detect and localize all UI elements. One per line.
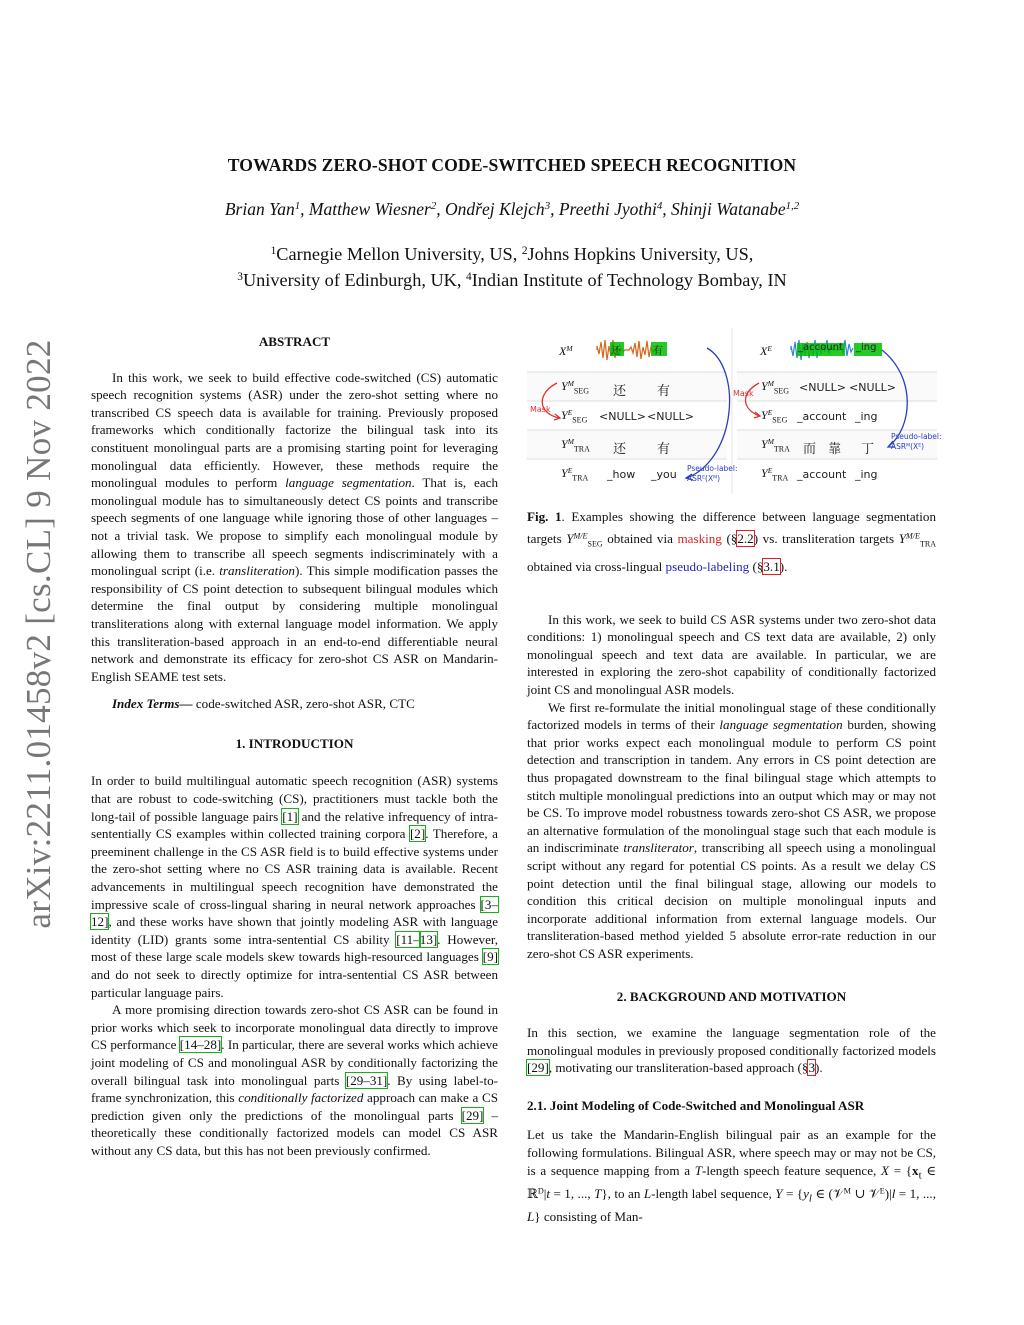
row-cell: <NULL> <box>599 410 646 423</box>
text: ) <box>717 474 721 483</box>
text: – theoretically these conditionally factorized models can model CS ASR without any CS data, but this has not been previously confirmed. <box>91 1107 498 1158</box>
wave-token: _account <box>798 342 843 353</box>
text: (X <box>910 442 919 451</box>
emph: language segmentation <box>285 475 412 491</box>
row-cell: 还 <box>613 384 627 399</box>
sup: E <box>767 343 772 353</box>
text: ) vs. transliteration targets <box>753 531 899 546</box>
section-ref-link[interactable]: 2.2 <box>737 531 754 546</box>
right-paragraph-2 <box>527 699 936 963</box>
row-cell: 还 <box>613 442 627 457</box>
text: -length speech feature sequence, <box>701 1162 882 1178</box>
citation-link[interactable]: 12] <box>91 914 109 930</box>
text: . By using label-to-frame synchronization, this <box>91 1072 498 1106</box>
sub: SEG <box>573 386 590 396</box>
right-paragraph-4: Let us take the Mandarin-English bilingual pair as an example for the following formulations. Bilingual ASR, where speech may or may not be CS, is a sequence mapping from a T-length speech feature sequence, $X = \{x_t$ ∈ ℝ$^D$|t = 1, ..., T}, to an L-length label sequence, $Y = \{y_l$ ∈ (𝒱$^M$ ∪ 𝒱$^E$)|l = 1, ..., L} consisting of Man- <box>527 1127 936 1225</box>
author: Brian Yan <box>224 199 295 219</box>
index-terms <box>91 695 498 713</box>
row-cell: <NULL> <box>799 381 846 394</box>
text: We first re-formulate the initial monolingual stage of these conditionally factorized models in terms of their <box>527 699 936 733</box>
author: Ondřej Klejch <box>445 199 545 219</box>
sup: E <box>767 465 773 475</box>
row-cell: <NULL> <box>647 410 694 423</box>
text: (§ <box>721 531 738 546</box>
paper-title: TOWARDS ZERO-SHOT CODE-SWITCHED SPEECH RECOGNITION <box>227 155 797 175</box>
citation-link[interactable]: [29] <box>461 1107 484 1123</box>
text: Let us take the Mandarin-English bilingual pair as an example for the following formulations. Bilingual ASR, where speech may or may not be CS, is a sequence mapping from a <box>527 1127 936 1178</box>
row-cell: _account <box>797 468 847 481</box>
row-cell: _you <box>651 468 677 481</box>
math-y-tra: $Y^{M/E}_{TRA}$ <box>898 531 936 549</box>
input-xm <box>559 344 573 359</box>
row-cell: 有 <box>657 384 671 399</box>
text: X <box>559 344 567 358</box>
row-label <box>561 437 590 453</box>
text: ). <box>779 558 788 574</box>
text: X <box>760 344 768 358</box>
author: Shinji Watanabe <box>671 199 786 219</box>
abstract-text <box>91 369 498 686</box>
row-cell: _ing <box>855 468 878 481</box>
text: , motivating our transliteration-based approach (§ <box>548 1060 809 1076</box>
sup: E <box>567 465 573 475</box>
sup: E <box>918 443 922 449</box>
right-paragraph-1: In this work, we seek to build CS ASR systems under two zero-shot data conditions: 1) monolingual speech and CS text data are available, 2) only monolingual speech and text data are available. In particular, we are interested in exploring the zero-shot capability of conditionally factorized joint CS and monolingual ASR models. <box>527 611 936 697</box>
math-X-seq: X <box>881 1162 890 1178</box>
text: ASR <box>687 474 703 483</box>
citation-link[interactable]: [9] <box>482 949 498 965</box>
affil-number: 3 <box>237 270 243 283</box>
affil-number: 2 <box>521 244 528 257</box>
pseudo-labeling-link[interactable]: pseudo-labeling <box>665 558 750 574</box>
text: ) <box>921 442 925 451</box>
abstract-heading: ABSTRACT <box>258 334 331 349</box>
author-affil: 3 <box>544 200 551 213</box>
text: Pseudo-label: <box>687 464 738 473</box>
text: , to an <box>607 1185 644 1201</box>
sup: M <box>567 436 574 446</box>
sup: M <box>767 378 774 388</box>
citation-link[interactable]: [14–28] <box>179 1037 222 1053</box>
row-label <box>761 437 790 453</box>
figure-1 <box>527 328 942 494</box>
emph: transliterator <box>623 840 694 856</box>
text: . In particular, there are several works which achieve joint modeling of CS and monolingual ASR by conditionally factorizing the overall bilingual task into monolingual parts <box>91 1037 498 1088</box>
sub: SEG <box>572 415 588 425</box>
author-affil: 2 <box>430 200 437 213</box>
sup: E <box>567 407 573 417</box>
citation-link[interactable]: [3– <box>480 896 498 912</box>
text: In this work, we seek to build effective code-switched (CS) automatic speech recognition systems (ASR) under the zero-shot setting where no transcribed CS speech data is available for training. Previously proposed frameworks which conditionally factorize the bilingual task into its constituent monolingual parts are a promising starting point for leveraging monolingual data efficiently. However, these methods require the monolingual modules to perform <box>91 369 498 491</box>
text: . That is, each monolingual module has to simultaneously detect CS points and transcribe speech segments of one language while ignoring those of other languages – not a trivial task. We propose to simplify each monolingual module by allowing them to transcribe all speech segments indiscriminately with a monolingual script (i.e. <box>91 475 499 579</box>
emph: language segmentation <box>719 717 843 733</box>
affiliation: Johns Hopkins University, US, <box>527 244 754 264</box>
text: Y <box>761 379 768 393</box>
wave-token: _ing <box>856 342 877 353</box>
sub: TRA <box>772 473 789 483</box>
text: Y <box>561 379 568 393</box>
row-cell: 有 <box>657 442 671 457</box>
sub: SEG <box>773 386 790 396</box>
wave-token: 有 <box>653 346 663 357</box>
mask-label-right: Mask <box>733 389 754 398</box>
affiliation: University of Edinburgh, UK, <box>242 270 467 290</box>
intro-paragraph-1 <box>91 772 498 1001</box>
author-affil: 1,2 <box>785 200 800 213</box>
section-heading-background: 2. BACKGROUND AND MOTIVATION <box>616 989 847 1005</box>
text: consisting of Man- <box>540 1209 643 1225</box>
sub: TRA <box>773 444 790 454</box>
text: Y <box>561 408 568 422</box>
right-paragraph-3 <box>527 1024 936 1077</box>
right-column <box>527 506 936 1226</box>
citation-link[interactable]: [2] <box>409 826 426 842</box>
text: obtained via <box>602 531 678 546</box>
figure-caption <box>527 506 936 578</box>
mask-label-left: Mask <box>530 405 551 414</box>
subsection-heading: 2.1. Joint Modeling of Code-Switched and Monolingual ASR <box>527 1097 865 1113</box>
row-cell: _account <box>797 410 847 423</box>
text: . However, most of these large scale models skew towards high-resourced languages <box>91 931 498 965</box>
row-cell: 而 靠 <box>803 442 846 457</box>
math-y-seg: $Y^{M/E}_{SEG}$ <box>566 531 603 549</box>
arxiv-stamp <box>2 339 76 929</box>
text: , transcribing all speech using a monolingual script without any regard for potential CS points. As a result we delay CS point detection until the final bilingual stage, allowing our models to condition this critical decision on multiple monolingual inputs and incorporate additional information from external language models. Our transliteration-based method yielded 5 absolute error-rate reduction in our zero-shot CS ASR experiments. <box>527 840 936 961</box>
text: , and these works have shown that jointly modeling ASR with language identity (LID) grants some intra-sentential CS ability <box>91 914 498 947</box>
text: code-switched ASR, zero-shot ASR, CTC <box>192 696 415 712</box>
affil-number: 1 <box>270 244 277 257</box>
sub: TRA <box>572 473 589 483</box>
author-affil: 4 <box>656 200 663 213</box>
affiliations <box>0 241 1024 293</box>
pseudo-label-right <box>891 432 942 452</box>
text: Pseudo-label: <box>891 432 942 441</box>
row-label <box>761 466 788 482</box>
text: approach can make a CS prediction given only the predictions of the monolingual parts <box>91 1090 498 1123</box>
text: burden, showing that prior works expect each monolingual module to perform CS point detection and transcription in tandem. Any errors in CS point detection are thus propagated downstream to the final bilingual stage which attempts to stitch multiple monolingual predictions into an output which may or may not be CS. To improve model robustness towards zero-shot CS ASR, we propose an alternative formulation of the monolingual stage such that each module is an indiscriminate <box>527 717 937 856</box>
arxiv-id: arXiv:2211.01458v2 [cs.CL] 9 Nov 2022 <box>19 339 58 929</box>
math-T: T <box>694 1162 702 1178</box>
input-xe <box>760 344 772 359</box>
text: ). <box>815 1060 823 1076</box>
sup: E <box>767 407 773 417</box>
index-terms-label: Index Terms— <box>111 696 193 712</box>
section-ref-link[interactable]: 3 <box>808 1060 815 1076</box>
waveform-mandarin <box>597 340 657 360</box>
pseudo-label-left <box>687 464 738 484</box>
text: . Examples showing the difference between language segmentation targets <box>527 509 936 546</box>
text: (X <box>705 474 714 483</box>
text: ). This simple modification passes the responsibility of CS point detection to subsequent bilingual modules which determine the final output by considering multiple monolingual transliterations along with external language model information. We apply this transliteration-based approach in an end-to-end differentiable neural network and demonstrate its efficacy for zero-shot CS ASR on Mandarin-English SEAME test sets. <box>91 563 498 684</box>
text: and the relative infrequency of intra-sententially CS examples within collected training corpora <box>91 808 498 842</box>
citation-link[interactable]: [29–31] <box>345 1072 388 1088</box>
text: -length label sequence, <box>651 1185 776 1201</box>
affil-number: 4 <box>466 270 472 283</box>
author-affil: 1 <box>294 200 301 213</box>
wave-token: 还 <box>611 346 621 357</box>
affiliation: Indian Institute of Technology Bombay, IN <box>471 270 787 290</box>
citation-link[interactable]: [11– <box>396 931 420 947</box>
text: A more promising direction towards zero-shot CS ASR can be found in prior works which seek to incorporate monolingual data directly to improve CS performance <box>91 1002 498 1053</box>
text: Y <box>561 437 568 451</box>
sup: M <box>767 436 774 446</box>
section-heading-intro: 1. INTRODUCTION <box>235 735 354 751</box>
text: Y <box>561 466 568 480</box>
sup: M <box>566 343 573 353</box>
section-ref-link[interactable]: 3.1 <box>763 558 780 574</box>
citation-link[interactable]: 13] <box>419 931 438 947</box>
emph: transliteration <box>219 563 295 579</box>
text: and do not seek to directly optimize for intra-sentential CS ASR between particular language pairs. <box>91 967 498 1000</box>
math-L: L <box>643 1185 652 1201</box>
author: Matthew Wiesner <box>308 199 431 219</box>
sup: E <box>702 475 706 481</box>
text: In this section, we examine the language segmentation role of the monolingual modules in previously proposed conditionally factorized models <box>527 1025 936 1058</box>
emph: conditionally factorized <box>238 1090 364 1106</box>
intro-paragraph-2 <box>91 1001 498 1159</box>
text: Y <box>761 466 768 480</box>
text: Y <box>761 408 768 422</box>
masking-link[interactable]: masking <box>677 531 722 546</box>
citation-link[interactable]: [29] <box>527 1060 549 1076</box>
math-Y-seq: Y <box>775 1185 783 1201</box>
sup: M <box>713 475 718 481</box>
text: In order to build multilingual automatic speech recognition (ASR) systems that are robust to code-switching (CS), practitioners must tackle both the long-tail of possible language pairs <box>91 773 498 824</box>
row-cell: _ing <box>855 410 878 423</box>
sup: M <box>906 443 911 449</box>
row-label <box>561 379 589 395</box>
row-cell: <NULL> <box>849 381 896 394</box>
author-list: Brian Yan$^1$, Matthew Wiesner$^2$, Ondřej Klejch$^3$, Preethi Jyothi$^4$, Shinji Watanabe$^{1,2}$ <box>224 199 800 219</box>
row-label <box>761 379 789 395</box>
affiliation: Carnegie Mellon University, US, <box>276 244 522 264</box>
row-label <box>761 408 787 424</box>
row-cell: 丁 <box>861 442 875 457</box>
text: ASR <box>891 442 907 451</box>
citation-link[interactable]: [1] <box>282 808 298 824</box>
text: Y <box>761 437 768 451</box>
text: obtained via cross-lingual <box>527 558 666 574</box>
row-label <box>561 466 588 482</box>
sub: TRA <box>573 444 590 454</box>
text: . Therefore, a preeminent challenge in the CS ASR field is to build effective systems under the zero-shot setting where no CS ASR training data is available. Recent advancements in multilingual speech recognition have demonstrated the impressive scale of cross-lingual sharing in neural network approaches <box>91 826 498 912</box>
row-label <box>561 408 587 424</box>
sub: SEG <box>772 415 788 425</box>
author: Preethi Jyothi <box>558 199 657 219</box>
caption-label: Fig. 1 <box>527 509 562 524</box>
row-cell: _how <box>607 468 636 481</box>
left-column <box>91 333 498 1160</box>
sup: M <box>567 378 574 388</box>
text: (§ <box>749 558 764 574</box>
